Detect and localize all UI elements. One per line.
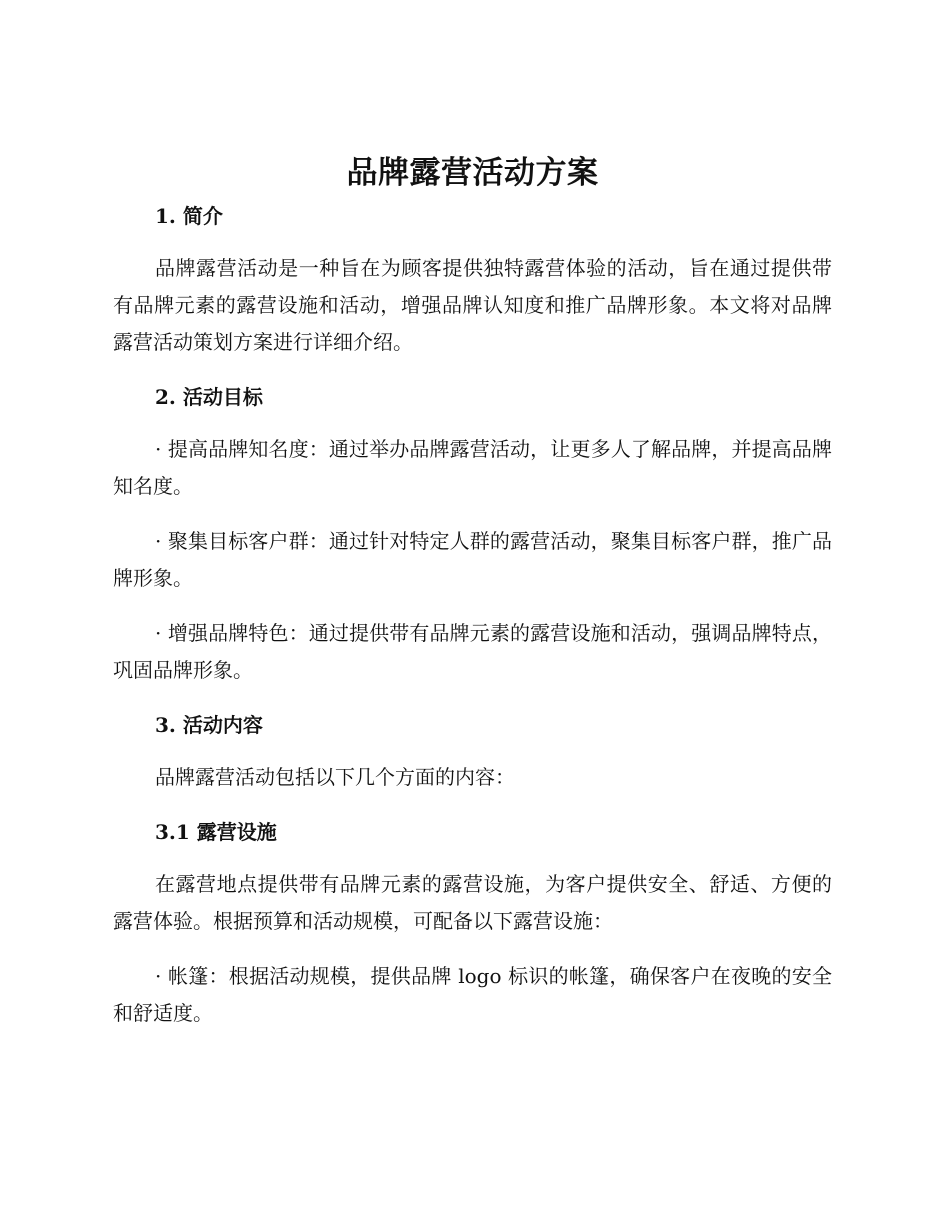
goal-item-3: · 增强品牌特色：通过提供带有品牌元素的露营设施和活动，强调品牌特点，巩固品牌形象。 xyxy=(113,621,832,682)
goal-item-2: · 聚集目标客户群：通过针对特定人群的露营活动，聚集目标客户群，推广品牌形象。 xyxy=(113,529,832,590)
document-title: 品牌露营活动方案 xyxy=(346,155,599,191)
goal-item-1: · 提高品牌知名度：通过举办品牌露营活动，让更多人了解品牌，并提高品牌知名度。 xyxy=(113,437,832,498)
facility-item-1: · 帐篷：根据活动规模，提供品牌 logo 标识的帐篷，确保客户在夜晚的安全和舒适度。 xyxy=(113,964,832,1025)
section-heading-intro: 1. 简介 xyxy=(155,204,223,228)
content-intro-paragraph: 品牌露营活动包括以下几个方面的内容： xyxy=(155,765,515,789)
section-heading-facilities: 3.1 露营设施 xyxy=(155,820,277,844)
section-heading-content: 3. 活动内容 xyxy=(155,713,263,737)
section-heading-goals: 2. 活动目标 xyxy=(155,385,263,409)
facilities-paragraph: 在露营地点提供带有品牌元素的露营设施，为客户提供安全、舒适、方便的露营体验。根据预算和活动规模，可配备以下露营设施： xyxy=(113,872,832,933)
intro-paragraph: 品牌露营活动是一种旨在为顾客提供独特露营体验的活动，旨在通过提供带有品牌元素的露营设施和活动，增强品牌认知度和推广品牌形象。本文将对品牌露营活动策划方案进行详细介绍。 xyxy=(113,256,832,354)
